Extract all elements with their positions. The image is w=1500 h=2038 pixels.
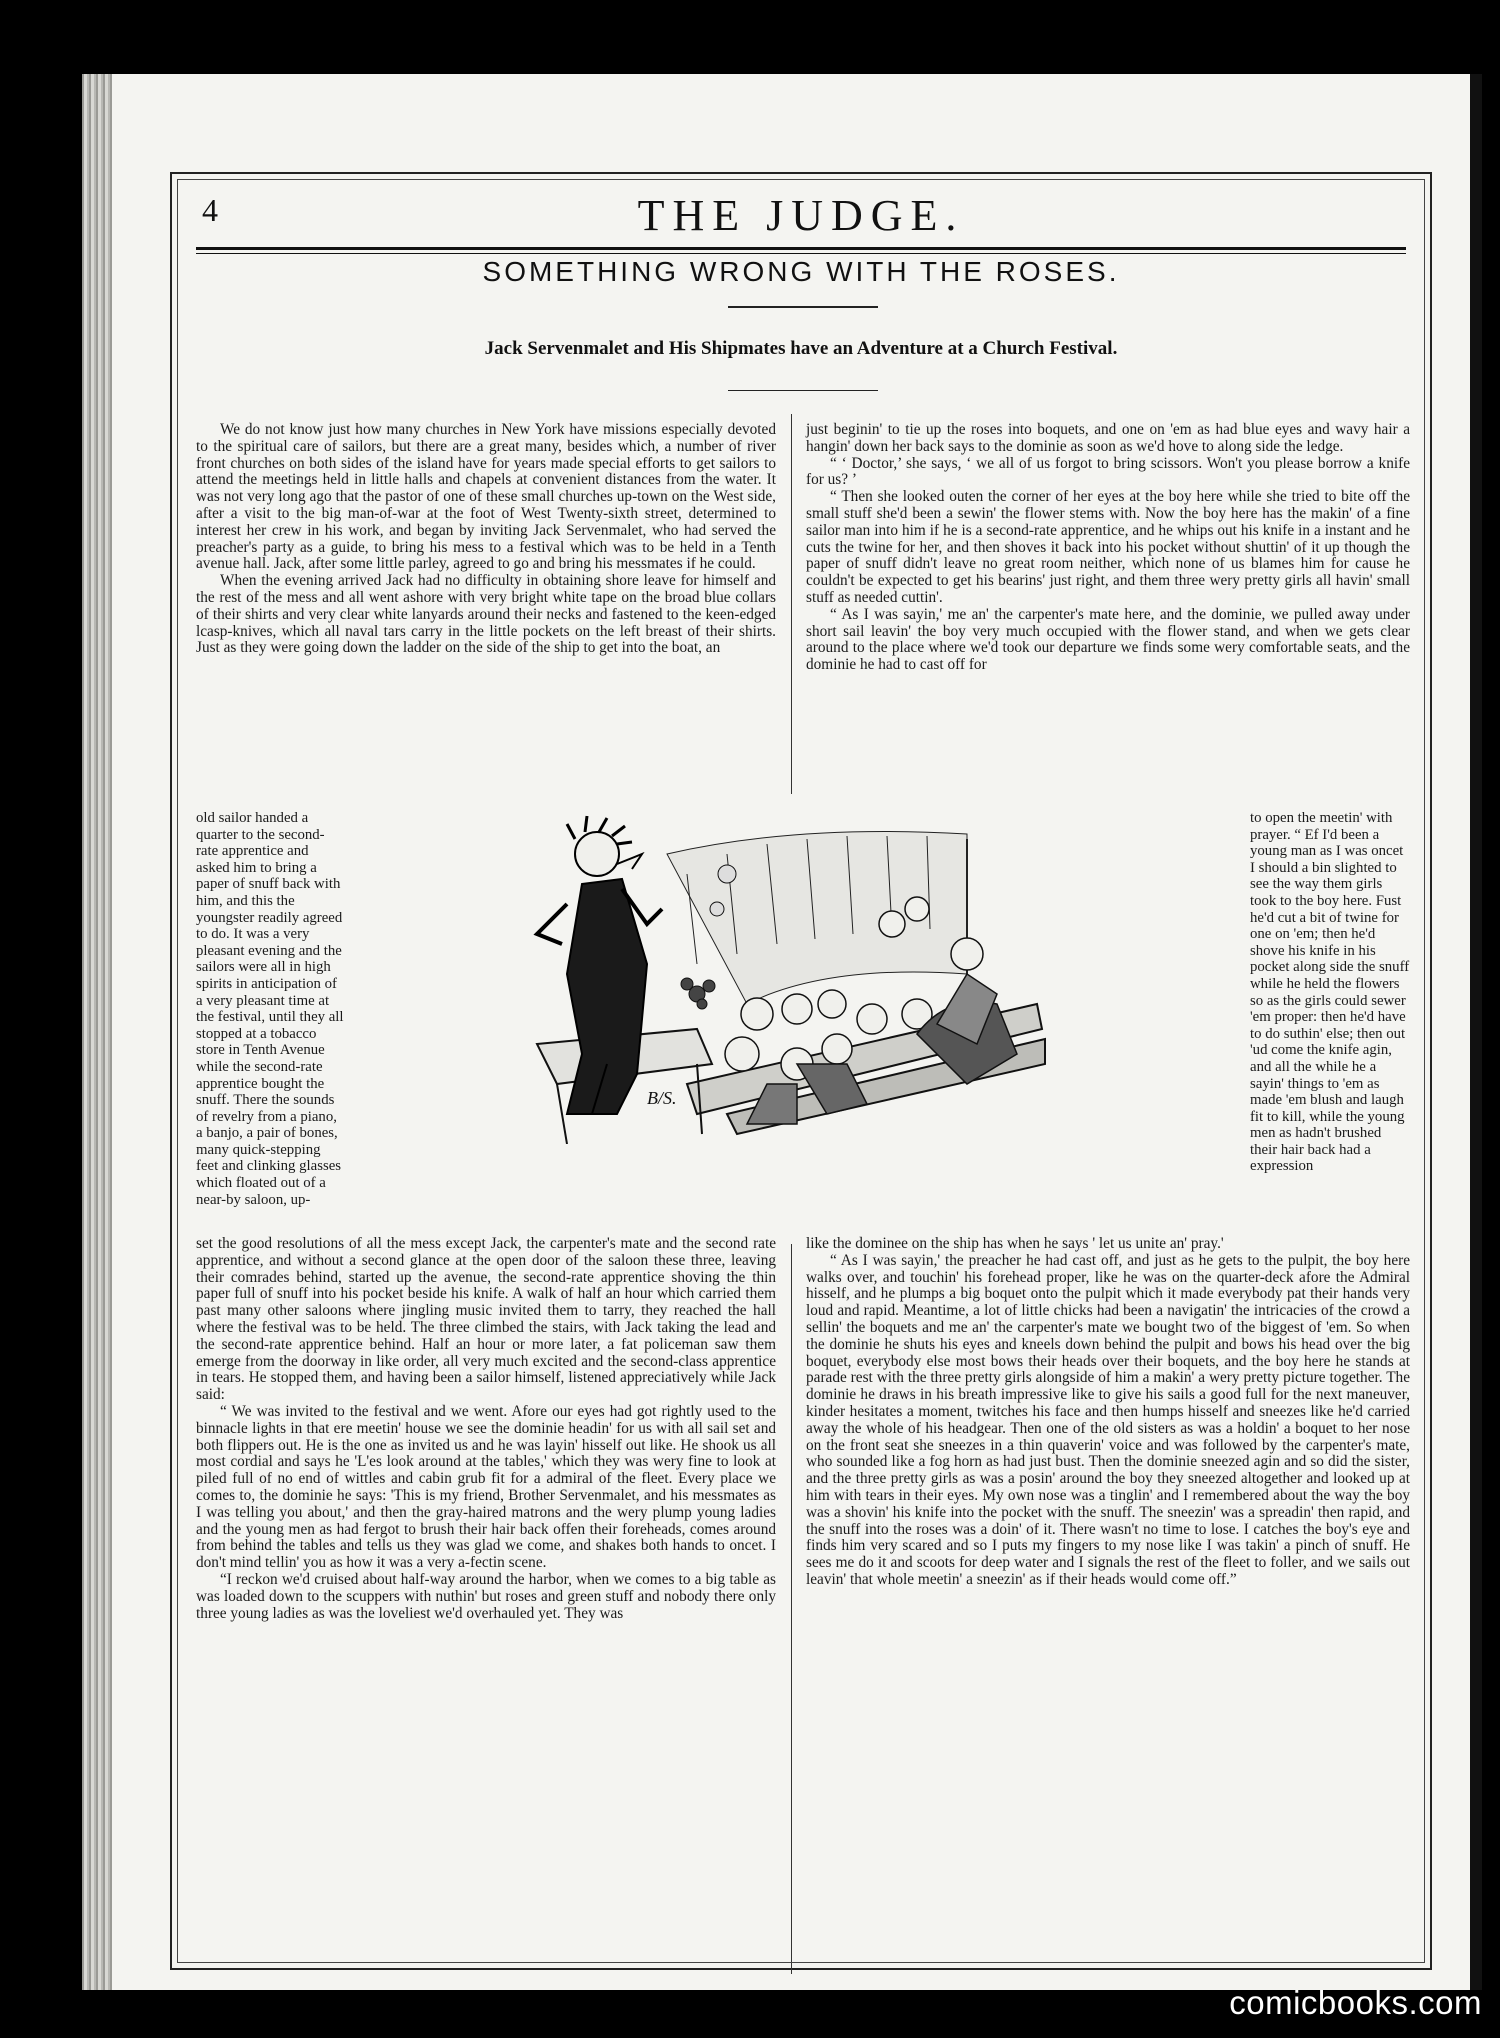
paragraph: to open the meetin' with prayer. “ Ef I'd been a young man as I was oncet I should a bin slighted to see the way them girls took to the boy here. Fust he'd cut a bit of twine for one on 'em; then he'd shove his knife in his pocket along side the snuff while he held the flowers so as the girls could sewer 'em proper: then he'd have to do suthin' else; then out 'ud come the knife agin, and all the while he a sayin' things to 'em as made 'em blush and laugh fit to kill, while the young men as hadn't brushed their hair back had a expression: [1250, 810, 1410, 1175]
paragraph: like the dominee on the ship has when he says ' let us unite an' pray.': [806, 1235, 1224, 1252]
left-column-bottom: [196, 1236, 776, 1622]
column-separator-lower: [791, 1244, 792, 1974]
page-number: 4: [202, 192, 218, 228]
paragraph: “ Then she looked outen the corner of her eyes at the boy here while she tried to bite off the small stuff she'd been a sewin' the flower stems with. Now the boy here has the makin' of a fine sailor man into him if he is a second-rate apprentice, and he whips out his knife in a instant and he cuts the twine for her, and then shoves it back into his pocket without shuttin' of it up though the paper of snuff didn't leave no great room neither, which none of us blames him for cause he couldn't be expected to get his bearins' just right, and them three wery pretty girls all havin' small stuff as needed cuttin'.: [806, 488, 1410, 606]
watermark-text: comicbooks.com: [1229, 1984, 1482, 2021]
paragraph: just beginin' to tie up the roses into boquets, and one on 'em as had blue eyes and wavy hair a hangin' down her back says to the dominie as soon as we'd hove to along side the ledge.: [806, 421, 1410, 455]
paragraph: set the good resolutions of all the mess except Jack, the carpenter's mate and the second rate apprentice, and without a second glance at the open door of the saloon these three, leaving their comrades behind, started up the avenue, the second-rate apprentice shoving the thin paper full of snuff into his pocket beside his knife. A walk of half an hour which carried them past many other saloons where jingling music invited them to tarry, they reached the hall where the festival was to be held. The three climbed the stairs, with Jack taking the lead and the second-rate apprentice behind. Half an hour or more later, a fat policeman saw them emerge from the doorway in like order, all very much excited and the second-class apprentice in tears. He stopped them, and having been a sailor himself, listened appreciatively while Jack said:: [196, 1235, 776, 1404]
right-wrap-column: [1250, 810, 1410, 1175]
subtitle-divider: [728, 390, 878, 391]
right-column-top: [806, 422, 1410, 674]
magazine-page: [170, 172, 1432, 1970]
book-binding-edge: [82, 74, 112, 1990]
paragraph: “I reckon we'd cruised about half-way around the harbor, when we comes to a big table as was loaded down to the scuppers with nuthin' but roses and green stuff and nobody there only three young ladies as was the loveliest we'd overhauled yet. They was: [196, 1570, 776, 1622]
paragraph: old sailor handed a quarter to the second-rate apprentice and asked him to bring a paper of snuff back with him, and this the youngster readily agreed to do. It was a very pleasant evening and the sailors were all in high spirits in anticipation of a very pleasant time at the festival, until they all stopped at a tobacco store in Tenth Avenue while the second-rate apprentice bought the snuff. There the sounds of revelry from a piano, a banjo, a pair of bones, many quick-stepping feet and clinking glasses which floated out of a near-by saloon, up-: [196, 810, 344, 1208]
masthead-rule-thin: [196, 253, 1406, 254]
masthead: THE JUDGE.: [637, 191, 965, 240]
left-wrap-column: [196, 810, 344, 1208]
paragraph: “ We was invited to the festival and we went. Afore our eyes had got rightly used to the binnacle lights in that ere meetin' house we see the dominie headin' for us with all sail set and both flippers out. He is the one as invited us and he was layin' hisself out like. He shook us all most cordial and says he 'L'es look around at the tables,' which they was wery fine to look at piled full of no end of wittles and cabin grub fit for a admiral of the fleet. Every place we comes to, the dominie he says: 'This is my friend, Brother Servenmalet, and his messmates as I was telling you about,' and then the gray-haired matrons and the wery plump young ladies and the young men as had fergot to brush their hair back offen their foreheads, comes around from behind the tables and tells us they was glad we come, and shakes both hands to oncet. I don't mind tellin' you as how it was a very a-fectin scene.: [196, 1402, 776, 1572]
paragraph: We do not know just how many churches in New York have missions especially devoted to the spiritual care of sailors, but there are a great many, besides which, a number of river front churches on both sides of the island have for years made special efforts to get sailors to attend the meetings held in little halls and chapels at convenient distances from the water. It was not very long ago that the pastor of one of these small churches up-town on the West side, after a visit to the big man-of-war at the foot of West Twenty-sixth street, determined to interest her crew in his work, and began by inviting Jack Servenmalet, who had served the preacher's party as a guide, to bring his mess to a festival which was to be held in a Tenth avenue hall. Jack, after some little parley, agreed to go and bring his messmates if he could.: [196, 421, 776, 573]
paragraph: “ As I was sayin,' the preacher he had cast off, and just as he gets to the pulpit, the boy here walks over, and touchin' his forehead proper, like he was on the quarter-deck afore the Admiral hisself, and he plumps a big boquet onto the pulpit which it made everybody pat their hands very loud and rapid. Meantime, a lot of little chicks had been a navigatin' the intricacies of the crowd a sellin' the boquets and me an' the carpenter's mate we bought two of the biggest of 'em. So when the dominie he shuts his eyes and kneels down behind the pulpit and bows his head over the big boquet, everybody else most bows their heads over their boquets, and the boy here he stands at parade rest with the three pretty girls alongside of him a makin' a wery pretty picture together. The dominie he draws in his breath impressive like to give his sails a good full for the next maneuver, kinder hesitates a moment, twitches his face and then humps hisself and sneezes like he'd carried away the whole of his headgear. Then one of the old sisters as was a holdin' a boquet to her nose on the front seat she sneezes in a thin quaverin' voice and was followed by the carpenter's mate, who sounded like a fog horn as had just bust. Then the dominie sneezed agin and so did the sister, and the three pretty girls as was a posin' around the boy they sneezed altogether and looked up at him with tears in their eyes. My own nose was a tinglin' and I remembered about the way the boy was a shovin' his knife into the pocket with the snuff. The sneezin' was a spreadin' then rapid, and the snuff into the roses was a doin' of it. There wasn't no time to lose. I catches the boy's eye and finds him very scared and so I puts my fingers to my nose like I was takin' a pinch of snuff. He sees me do it and scoots for deep water and I signals the rest of the fleet to foller, and we sails out leavin' that whole meetin' a sneezin' as if their heads would come off.”: [806, 1251, 1410, 1588]
article-subtitle: Jack Servenmalet and His Shipmates have an Adventure at a Church Festival.: [484, 338, 1118, 359]
page-edge-strip: [1470, 74, 1482, 1990]
paragraph: “ As I was sayin,' me an' the carpenter's mate here, and the dominie, we pulled away under short sail leavin' the boy very much occupied with the flower stand, and when we gets clear around to the place where we'd took our departure we finds some wery comfortable seats, and the dominie he had to cast off for: [806, 605, 1410, 674]
paragraph: “ ‘ Doctor,’ she says, ‘ we all of us forgot to bring scissors. Won't you please borrow a knife for us? ’: [806, 454, 1410, 489]
cartoon-engraving-icon: [497, 814, 1057, 1144]
title-divider: [728, 306, 878, 308]
cartoon-illustration: [497, 814, 1057, 1144]
paragraph: When the evening arrived Jack had no difficulty in obtaining shore leave for himself and the rest of the mess and all went ashore with very bright white tape on the broad blue collars of their shirts and very clear white lanyards around their necks and fastened to the keen-edged lcasp-knives, which all naval tars carry in the little pockets on the left breast of their shirts. Just as they were going down the ladder on the side of the ship to get into the boat, an: [196, 572, 776, 657]
left-column-top: [196, 422, 776, 657]
article-title: SOMETHING WRONG WITH THE ROSES.: [482, 256, 1120, 287]
artist-signature: B/S.: [647, 1088, 677, 1108]
column-separator: [791, 414, 792, 794]
right-column-bottom: [806, 1236, 1410, 1589]
masthead-rule: [196, 247, 1406, 250]
